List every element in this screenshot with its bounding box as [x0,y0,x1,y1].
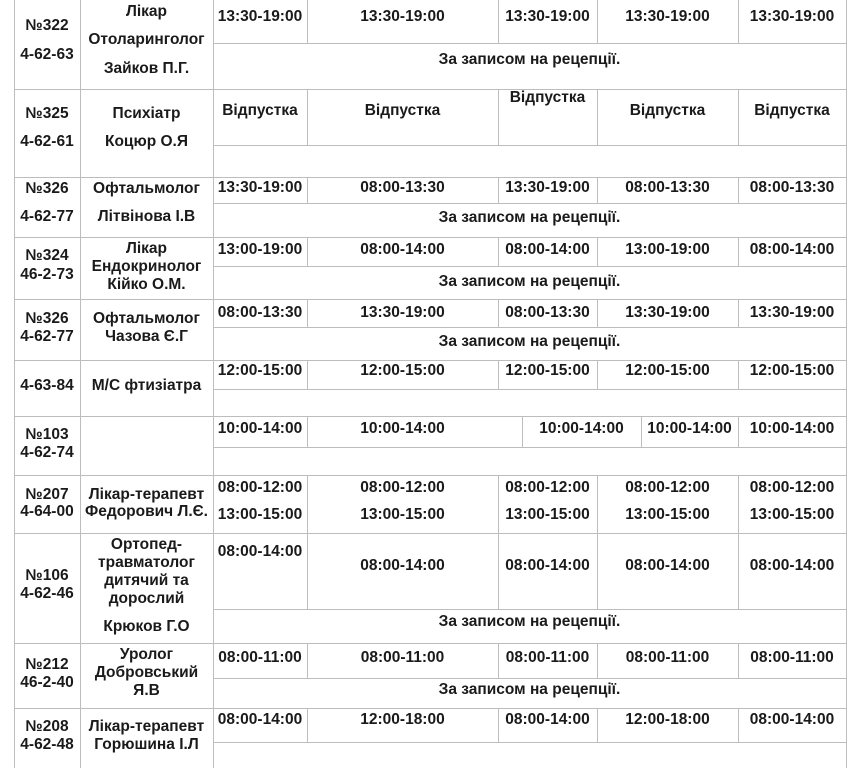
room-number: №325 [25,105,69,122]
phone-number: 4-64-00 [20,503,74,520]
reception-note: За записом на рецепції. [438,681,621,698]
specialist-line: дорослий [108,590,185,607]
specialist-line: М/С фтизіатра [91,377,202,394]
specialist-line: Лікар-терапевт [88,718,205,735]
specialist-line: Коцюр О.Я [105,133,188,150]
time-cell: Відпустка [629,102,706,119]
time-cell: 08:00-14:00 [749,241,835,258]
time-cell: 12:00-18:00 [360,711,445,728]
time-cell: 08:00-12:00 [360,479,445,496]
phone-number: 4-62-77 [20,208,74,225]
specialist-line: Чазова Є.Г [105,328,188,345]
reception-note: За записом на рецепції. [438,209,621,226]
room-number: №322 [25,17,69,34]
room-number: №326 [25,310,69,327]
specialist-line: Офтальмолог [93,180,200,197]
time-cell: 10:00-14:00 [360,420,445,437]
time-cell: 10:00-14:00 [647,420,732,437]
time-cell: 08:00-12:00 [217,479,303,496]
time-cell: 13:30-19:00 [625,8,710,25]
time-cell: 13:00-15:00 [505,506,590,523]
time-cell: 12:00-15:00 [505,362,590,379]
specialist-line: Уролог [119,646,174,663]
time-cell: 12:00-18:00 [625,711,710,728]
reception-note: За записом на рецепції. [438,51,621,68]
specialist-line: Ортопед- [110,536,183,553]
time-cell: 08:00-12:00 [625,479,710,496]
time-cell: 13:00-15:00 [749,506,835,523]
time-cell: 12:00-15:00 [625,362,710,379]
time-cell: 08:00-14:00 [749,557,835,574]
specialist-line: Кійко О.М. [107,276,186,293]
time-cell: 08:00-11:00 [218,649,302,666]
time-cell: 08:00-13:30 [360,179,445,196]
room-number: №207 [25,486,69,503]
specialist-line: Крюков Г.О [103,618,190,635]
time-cell: 08:00-14:00 [749,711,835,728]
time-cell: 13:30-19:00 [749,304,835,321]
phone-number: 46-2-73 [20,266,74,283]
time-cell: 10:00-14:00 [539,420,624,437]
time-cell: 08:00-14:00 [360,241,445,258]
time-cell: 13:30-19:00 [505,179,590,196]
time-cell: 08:00-11:00 [625,649,710,666]
room-number: №324 [25,247,69,264]
time-cell: 12:00-15:00 [749,362,835,379]
time-cell: 08:00-14:00 [505,711,590,728]
specialist-line: Зайков П.Г. [103,60,190,77]
specialist-line: Ендокринолог [91,258,202,275]
time-cell: 13:00-19:00 [625,241,710,258]
specialist-line: Лікар [125,3,168,20]
grid-line [641,416,642,447]
time-cell: 13:30-19:00 [217,179,303,196]
specialist-line: Лікар [125,240,168,257]
phone-number: 4-62-48 [20,736,74,753]
time-cell: 08:00-13:30 [749,179,835,196]
time-cell: 08:00-11:00 [360,649,445,666]
room-number: №208 [25,718,69,735]
specialist-line: Горюшина І.Л [94,736,199,753]
specialist-line: Психіатр [112,105,181,122]
specialist-line: Отоларинголог [88,31,205,48]
phone-number: 4-62-61 [20,133,74,150]
phone-number: 4-62-74 [20,444,74,461]
specialist-line: Я.В [133,682,160,699]
specialist-line: Лікар-терапевт [88,486,205,503]
time-cell: Відпустка [509,89,586,106]
time-cell: Відпустка [364,102,441,119]
time-cell: 12:00-15:00 [360,362,445,379]
time-cell: Відпустка [222,102,298,119]
time-cell: 08:00-12:00 [505,479,590,496]
phone-number: 4-63-84 [20,377,74,394]
time-cell: 13:00-15:00 [217,506,303,523]
specialist-line: Офтальмолог [93,310,200,327]
time-cell: 13:30-19:00 [360,8,445,25]
time-cell: 08:00-14:00 [217,711,303,728]
specialist-line: дитячий та [104,572,189,589]
time-cell: 10:00-14:00 [217,420,303,437]
reception-note: За записом на рецепції. [438,273,621,290]
time-cell: 08:00-12:00 [749,479,835,496]
specialist-line: травматолог [98,554,195,571]
specialist-line: Федорович Л.Є. [85,503,208,520]
specialist-line: Літвінова І.В [97,208,196,225]
time-cell: 08:00-14:00 [217,543,303,560]
reception-note: За записом на рецепції. [438,613,621,630]
time-cell: 08:00-14:00 [625,557,710,574]
time-cell: 08:00-13:30 [505,304,590,321]
time-cell: 13:00-19:00 [217,241,303,258]
room-number: №106 [25,567,69,584]
time-cell: 08:00-11:00 [750,649,834,666]
time-cell: 13:30-19:00 [360,304,445,321]
phone-number: 4-62-77 [20,328,74,345]
time-cell: 08:00-14:00 [505,241,590,258]
time-cell: 08:00-13:30 [217,304,303,321]
specialist-line: Добровський [94,664,199,681]
time-cell: 10:00-14:00 [749,420,835,437]
time-cell: 08:00-14:00 [505,557,590,574]
time-cell: 08:00-14:00 [360,557,445,574]
time-cell: 13:30-19:00 [749,8,835,25]
room-number: №103 [25,426,69,443]
phone-number: 4-62-63 [20,46,74,63]
time-cell: 13:30-19:00 [217,8,303,25]
time-cell: 13:00-15:00 [360,506,445,523]
grid-line [846,0,847,768]
time-cell: 08:00-11:00 [505,649,590,666]
time-cell: 13:00-15:00 [625,506,710,523]
time-cell: 08:00-13:30 [625,179,710,196]
reception-note: За записом на рецепції. [438,333,621,350]
room-number: №212 [25,656,69,673]
time-cell: 12:00-15:00 [217,362,303,379]
time-cell: 13:30-19:00 [625,304,710,321]
phone-number: 4-62-46 [20,585,74,602]
phone-number: 46-2-40 [20,674,74,691]
room-number: №326 [25,180,69,197]
time-cell: Відпустка [754,102,830,119]
time-cell: 13:30-19:00 [505,8,590,25]
